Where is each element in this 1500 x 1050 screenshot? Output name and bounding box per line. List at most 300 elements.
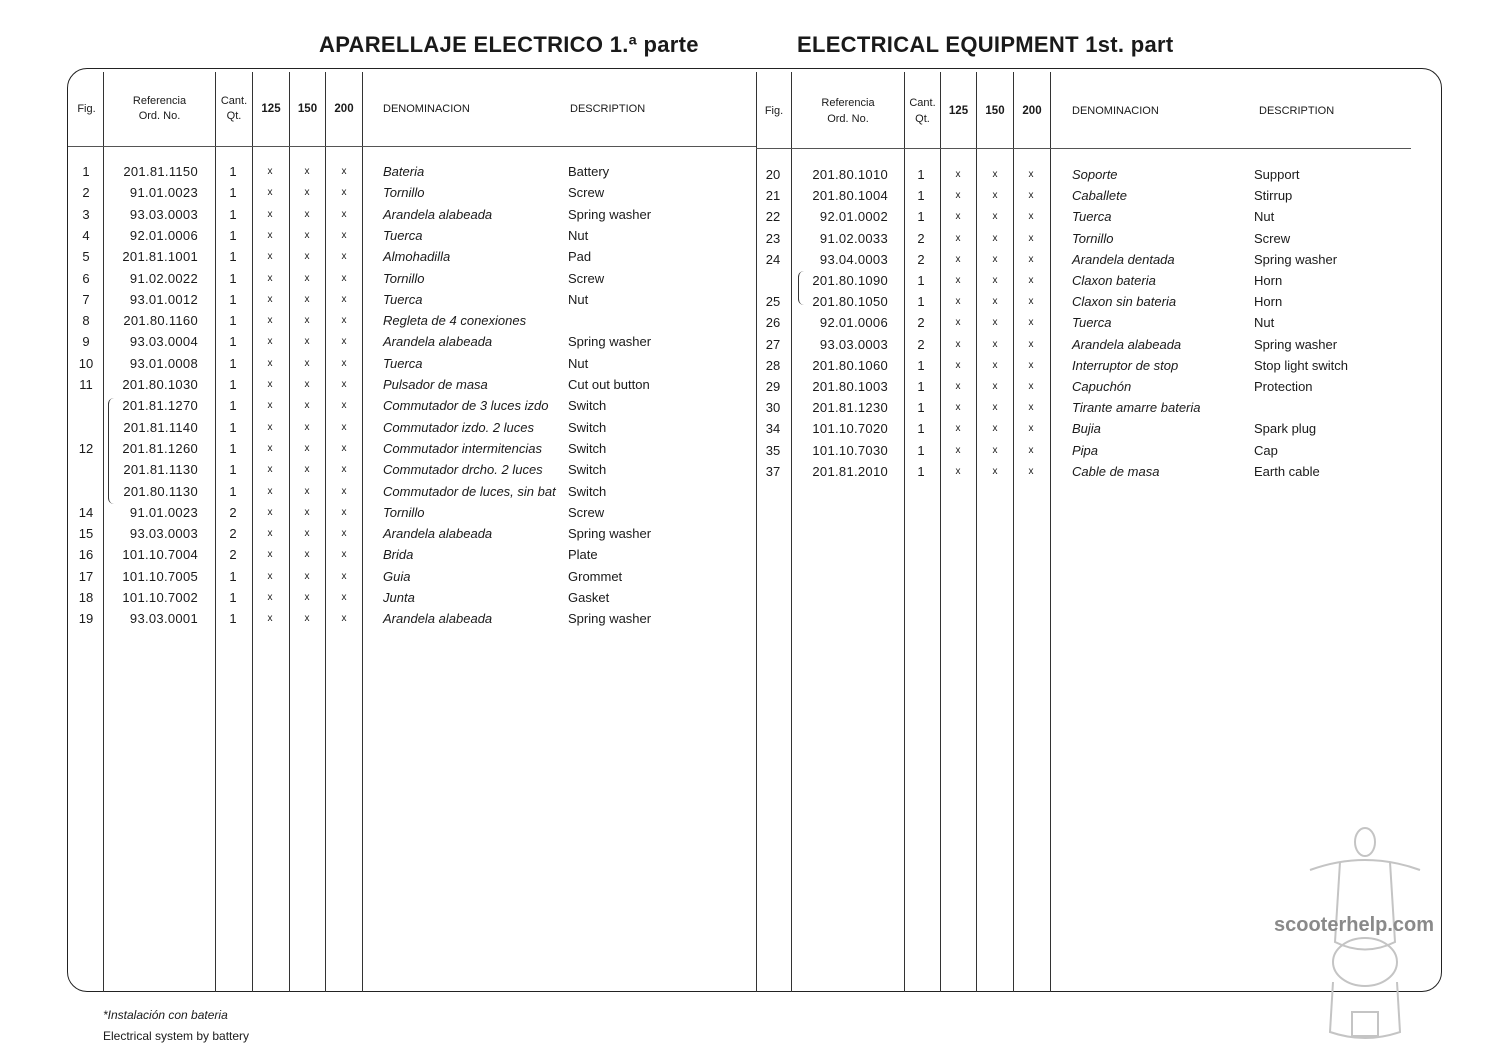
model-150-mark: x — [992, 381, 998, 392]
part-reference-number: 201.80.1030 — [122, 377, 198, 392]
part-fig-number: 9 — [82, 334, 90, 350]
part-fig-number: 28 — [765, 357, 781, 373]
part-quantity: 1 — [917, 400, 925, 416]
model-200-mark: x — [1028, 465, 1034, 477]
part-name-english: Spring washer — [1254, 336, 1338, 352]
part-reference-number: 201.80.1090 — [812, 273, 888, 288]
model-200-mark: x — [341, 464, 347, 476]
part-name-spanish: Pulsador de masa — [383, 377, 488, 392]
part-name-spanish: Soporte — [1072, 167, 1118, 182]
part-name-english: Nut — [1254, 209, 1275, 225]
part-quantity: 1 — [229, 568, 237, 584]
header-qty-line2: Qt. — [226, 110, 242, 122]
part-name-english: Earth cable — [1254, 463, 1320, 479]
column-divider — [756, 72, 757, 992]
header-model-150: 150 — [985, 105, 1005, 117]
model-200-mark: x — [341, 357, 347, 369]
part-reference-number: 101.10.7004 — [122, 547, 198, 563]
part-quantity: 2 — [917, 336, 925, 352]
model-125-mark: x — [955, 359, 961, 371]
part-reference-number: 201.81.1140 — [123, 419, 198, 435]
model-150-mark: x — [992, 423, 998, 435]
header-description: DESCRIPTION — [1259, 105, 1335, 117]
part-name-english: Cap — [1254, 442, 1278, 458]
part-name-english: Switch — [568, 483, 607, 499]
model-150-mark: x — [992, 402, 998, 414]
model-150-mark: x — [304, 187, 310, 199]
column-divider — [976, 72, 977, 992]
model-125-mark: x — [955, 444, 961, 456]
model-150-mark: x — [304, 229, 310, 241]
model-200-mark: x — [341, 229, 347, 241]
model-150-mark: x — [992, 211, 998, 223]
part-fig-number: 18 — [78, 590, 94, 605]
model-150-mark: x — [992, 169, 998, 180]
model-150-mark: x — [304, 421, 310, 433]
header-ref-line1: Referencia — [132, 95, 187, 107]
part-name-english: Horn — [1254, 294, 1283, 310]
part-reference-number: 92.01.0006 — [819, 315, 888, 331]
model-125-mark: x — [955, 381, 961, 392]
part-name-spanish: Bateria — [383, 164, 425, 179]
header-rule — [756, 148, 1411, 149]
column-divider — [904, 72, 905, 992]
part-name-spanish: Guia — [383, 568, 411, 584]
model-150-mark: x — [992, 317, 998, 329]
model-150-mark: x — [304, 272, 310, 284]
group-brace-fig-25 — [798, 271, 805, 305]
column-divider — [940, 72, 941, 992]
part-name-spanish: Commutador de 3 luces izdo — [383, 398, 549, 414]
part-fig-number: 21 — [765, 188, 781, 204]
page-title-spanish: APARELLAJE ELECTRICO 1.ª parte — [319, 32, 699, 57]
part-name-english: Spring washer — [568, 526, 652, 542]
part-quantity: 1 — [229, 440, 237, 456]
model-200-mark: x — [341, 336, 347, 348]
part-reference-number: 93.03.0003 — [129, 526, 198, 542]
model-200-mark: x — [1028, 444, 1034, 456]
column-divider — [1013, 72, 1014, 992]
part-name-spanish: Claxon bateria — [1072, 273, 1156, 288]
model-150-mark: x — [304, 357, 310, 369]
model-200-mark: x — [341, 485, 347, 497]
part-name-spanish: Bujia — [1072, 421, 1101, 437]
part-quantity: 1 — [917, 442, 925, 458]
model-125-mark: x — [267, 464, 273, 476]
model-150-mark: x — [304, 613, 310, 625]
part-quantity: 1 — [229, 206, 237, 222]
part-reference-number: 201.81.1230 — [812, 400, 888, 416]
part-fig-number: 5 — [82, 249, 90, 265]
model-125-mark: x — [955, 317, 961, 329]
part-reference-number: 201.81.1130 — [123, 462, 198, 478]
part-name-english: Spring washer — [568, 334, 652, 350]
part-reference-number: 91.01.0023 — [129, 504, 198, 520]
model-200-mark: x — [341, 251, 347, 263]
model-125-mark: x — [267, 187, 273, 199]
part-fig-number: 12 — [78, 440, 94, 456]
site-watermark: scooterhelp.com — [1274, 914, 1435, 936]
model-150-mark: x — [304, 570, 310, 582]
model-125-mark: x — [267, 315, 273, 327]
part-name-english: Grommet — [568, 568, 623, 584]
column-divider — [325, 72, 326, 992]
model-125-mark: x — [267, 379, 273, 390]
part-name-english: Spring washer — [568, 206, 652, 222]
model-200-mark: x — [1028, 338, 1034, 350]
model-125-mark: x — [267, 592, 273, 603]
header-model-150: 150 — [297, 103, 318, 115]
part-quantity: 2 — [917, 251, 925, 267]
part-quantity: 1 — [917, 167, 925, 182]
part-name-spanish: Junta — [383, 590, 415, 605]
part-name-english: Spring washer — [568, 611, 652, 627]
part-name-spanish: Caballete — [1072, 188, 1127, 204]
model-200-mark: x — [1028, 359, 1034, 371]
part-name-english: Screw — [568, 185, 605, 201]
model-200-mark: x — [341, 613, 347, 625]
header-qty-line2: Qt. — [915, 113, 930, 125]
model-200-mark: x — [341, 421, 347, 433]
model-200-mark: x — [341, 592, 347, 603]
part-name-english: Nut — [568, 227, 589, 243]
model-125-mark: x — [955, 338, 961, 350]
model-150-mark: x — [304, 315, 310, 327]
model-125-mark: x — [955, 232, 961, 244]
model-125-mark: x — [955, 296, 961, 308]
model-200-mark: x — [1028, 402, 1034, 414]
part-quantity: 1 — [229, 185, 237, 201]
header-fig: Fig. — [764, 105, 784, 117]
model-125-mark: x — [267, 570, 273, 582]
header-qty-line1: Cant. — [909, 97, 936, 109]
model-200-mark: x — [1028, 169, 1034, 180]
header-fig: Fig. — [77, 103, 96, 115]
part-name-spanish: Almohadilla — [383, 249, 451, 265]
part-name-spanish: Regleta de 4 conexiones — [383, 313, 527, 329]
part-reference-number: 92.01.0002 — [819, 209, 888, 225]
part-quantity: 1 — [917, 379, 925, 394]
model-150-mark: x — [304, 251, 310, 263]
part-reference-number: 201.80.1130 — [123, 483, 198, 499]
model-150-mark: x — [992, 190, 998, 202]
part-fig-number: 23 — [765, 230, 781, 246]
part-name-spanish: Brida — [383, 547, 414, 563]
part-name-spanish: Tuerca — [1072, 209, 1112, 225]
part-name-spanish: Arandela alabeada — [383, 334, 493, 350]
part-quantity: 2 — [229, 547, 237, 563]
part-reference-number: 101.10.7030 — [812, 442, 888, 458]
part-quantity: 1 — [229, 483, 237, 499]
model-150-mark: x — [992, 338, 998, 350]
model-125-mark: x — [267, 336, 273, 348]
part-name-english: Protection — [1254, 379, 1313, 394]
part-name-english: Screw — [1254, 230, 1291, 246]
header-qty-line1: Cant. — [220, 95, 248, 107]
part-fig-number: 37 — [765, 463, 781, 479]
header-denominacion: DENOMINACION — [1072, 105, 1159, 117]
header-model-125: 125 — [948, 105, 969, 117]
part-name-english: Switch — [568, 440, 607, 456]
model-200-mark: x — [341, 187, 347, 199]
part-quantity: 1 — [917, 188, 925, 204]
part-quantity: 1 — [917, 294, 925, 310]
model-125-mark: x — [267, 506, 273, 518]
part-name-spanish: Commutador intermitencias — [383, 440, 542, 456]
model-150-mark: x — [304, 379, 310, 390]
part-name-spanish: Arandela alabeada — [383, 206, 493, 222]
part-name-english: Plate — [568, 547, 598, 563]
part-name-english: Screw — [568, 270, 605, 286]
model-200-mark: x — [341, 528, 347, 540]
model-200-mark: x — [1028, 211, 1034, 223]
part-name-spanish: Commutador izdo. 2 luces — [383, 419, 535, 435]
part-fig-number: 24 — [765, 251, 781, 267]
part-reference-number: 201.81.1001 — [122, 249, 198, 265]
part-quantity: 2 — [229, 526, 237, 542]
model-150-mark: x — [992, 465, 998, 477]
model-150-mark: x — [304, 166, 310, 177]
header-ref-line1: Referencia — [821, 97, 875, 109]
model-125-mark: x — [267, 272, 273, 284]
part-quantity: 1 — [229, 291, 237, 307]
part-fig-number: 29 — [765, 379, 781, 394]
part-name-english: Spark plug — [1254, 421, 1317, 437]
header-description: DESCRIPTION — [570, 103, 646, 115]
part-name-spanish: Commutador drcho. 2 luces — [383, 462, 543, 478]
model-200-mark: x — [1028, 296, 1034, 308]
part-quantity: 1 — [229, 590, 237, 605]
part-fig-number: 35 — [765, 442, 781, 458]
part-name-spanish: Capuchón — [1072, 379, 1132, 394]
part-name-spanish: Tuerca — [1072, 315, 1112, 331]
part-reference-number: 201.80.1060 — [812, 357, 888, 373]
part-name-spanish: Claxon sin bateria — [1072, 294, 1177, 310]
model-125-mark: x — [955, 275, 961, 286]
model-125-mark: x — [267, 208, 273, 220]
header-denominacion: DENOMINACION — [383, 103, 470, 115]
part-quantity: 1 — [229, 334, 237, 350]
part-name-english: Nut — [568, 291, 589, 307]
part-fig-number: 10 — [78, 355, 94, 371]
model-150-mark: x — [304, 506, 310, 518]
model-150-mark: x — [304, 293, 310, 305]
part-fig-number: 2 — [82, 185, 90, 201]
part-name-spanish: Cable de masa — [1072, 463, 1160, 479]
part-name-english: Stop light switch — [1254, 357, 1348, 373]
part-quantity: 1 — [229, 462, 237, 478]
part-name-spanish: Interruptor de stop — [1072, 357, 1179, 373]
part-quantity: 1 — [917, 273, 925, 288]
part-name-spanish: Tornillo — [383, 185, 425, 201]
part-fig-number: 34 — [765, 421, 781, 437]
model-200-mark: x — [341, 549, 347, 561]
model-125-mark: x — [267, 293, 273, 305]
model-150-mark: x — [304, 592, 310, 603]
model-125-mark: x — [267, 485, 273, 497]
model-125-mark: x — [955, 190, 961, 202]
part-quantity: 1 — [229, 249, 237, 265]
model-150-mark: x — [992, 253, 998, 265]
part-fig-number: 11 — [79, 377, 93, 392]
part-fig-number: 6 — [82, 270, 90, 286]
part-reference-number: 91.02.0033 — [819, 230, 888, 246]
part-name-english: Switch — [568, 398, 607, 414]
part-reference-number: 201.80.1003 — [812, 379, 888, 394]
part-name-spanish: Tirante amarre bateria — [1072, 400, 1201, 416]
part-name-english: Screw — [568, 504, 605, 520]
part-reference-number: 101.10.7005 — [122, 568, 198, 584]
model-150-mark: x — [304, 528, 310, 540]
part-reference-number: 101.10.7020 — [812, 421, 888, 437]
part-reference-number: 201.81.1150 — [123, 164, 198, 179]
model-200-mark: x — [1028, 190, 1034, 202]
model-200-mark: x — [341, 315, 347, 327]
part-name-english: Nut — [568, 355, 589, 371]
model-150-mark: x — [304, 442, 310, 454]
model-150-mark: x — [304, 400, 310, 412]
model-200-mark: x — [341, 442, 347, 454]
part-quantity: 1 — [229, 419, 237, 435]
model-125-mark: x — [267, 442, 273, 454]
part-fig-number: 26 — [765, 315, 781, 331]
part-quantity: 1 — [229, 377, 237, 392]
column-divider — [362, 72, 363, 992]
part-quantity: 1 — [229, 164, 237, 179]
part-reference-number: 201.80.1010 — [812, 167, 888, 182]
model-125-mark: x — [267, 528, 273, 540]
model-125-mark: x — [267, 229, 273, 241]
part-name-spanish: Tornillo — [383, 270, 425, 286]
part-quantity: 1 — [229, 398, 237, 414]
part-fig-number: 3 — [82, 206, 90, 222]
model-125-mark: x — [267, 421, 273, 433]
model-125-mark: x — [955, 465, 961, 477]
part-fig-number: 22 — [765, 209, 781, 225]
column-divider — [252, 72, 253, 992]
part-reference-number: 93.03.0001 — [129, 611, 198, 627]
part-reference-number: 93.03.0003 — [129, 206, 198, 222]
part-reference-number: 93.03.0003 — [819, 336, 888, 352]
header-model-200: 200 — [1022, 105, 1042, 117]
part-name-english: Pad — [568, 249, 592, 265]
header-model-125: 125 — [261, 103, 281, 115]
part-name-spanish: Arandela alabeada — [1072, 336, 1182, 352]
part-fig-number: 19 — [78, 611, 94, 627]
model-150-mark: x — [992, 444, 998, 456]
part-reference-number: 92.01.0006 — [129, 227, 198, 243]
model-200-mark: x — [341, 272, 347, 284]
part-name-english: Switch — [568, 419, 607, 435]
part-name-spanish: Tuerca — [383, 355, 423, 371]
part-fig-number: 27 — [765, 336, 781, 352]
model-150-mark: x — [304, 336, 310, 348]
model-200-mark: x — [341, 400, 347, 412]
part-name-spanish: Arandela alabeada — [383, 611, 493, 627]
header-ref-line2: Ord. No. — [827, 113, 869, 125]
model-200-mark: x — [1028, 253, 1034, 265]
part-reference-number: 201.81.1260 — [122, 440, 198, 456]
column-divider — [1050, 72, 1051, 992]
part-reference-number: 93.03.0004 — [129, 334, 198, 350]
part-quantity: 1 — [229, 313, 237, 329]
part-fig-number: 17 — [78, 568, 94, 584]
part-name-english: Horn — [1254, 273, 1283, 288]
part-quantity: 1 — [229, 227, 237, 243]
part-name-english: Gasket — [568, 590, 610, 605]
model-150-mark: x — [304, 464, 310, 476]
column-divider — [215, 72, 216, 992]
footnote-english: Electrical system by battery — [103, 1029, 250, 1043]
part-fig-number: 4 — [82, 227, 90, 243]
model-200-mark: x — [1028, 423, 1034, 435]
part-quantity: 1 — [229, 355, 237, 371]
part-name-english: Spring washer — [1254, 251, 1338, 267]
model-150-mark: x — [992, 275, 998, 286]
header-ref-line2: Ord. No. — [138, 110, 181, 122]
part-reference-number: 91.02.0022 — [129, 270, 198, 286]
part-reference-number: 93.04.0003 — [819, 251, 888, 267]
part-name-spanish: Tuerca — [383, 291, 423, 307]
column-divider — [289, 72, 290, 992]
part-quantity: 2 — [917, 230, 925, 246]
page-title-english: ELECTRICAL EQUIPMENT 1st. part — [797, 32, 1174, 57]
header-model-200: 200 — [334, 103, 354, 115]
part-quantity: 1 — [917, 421, 925, 437]
part-reference-number: 93.01.0012 — [129, 291, 198, 307]
model-200-mark: x — [341, 166, 347, 177]
model-125-mark: x — [955, 211, 961, 223]
part-quantity: 2 — [917, 315, 925, 331]
part-name-english: Support — [1254, 167, 1300, 182]
part-name-spanish: Commutador de luces, sin bat — [383, 483, 556, 499]
group-brace-fig-12 — [108, 398, 115, 504]
part-reference-number: 201.80.1004 — [812, 188, 888, 204]
part-quantity: 1 — [229, 611, 237, 627]
model-125-mark: x — [955, 253, 961, 265]
part-name-spanish: Tuerca — [383, 227, 423, 243]
part-name-spanish: Tornillo — [1072, 230, 1114, 246]
model-200-mark: x — [341, 506, 347, 518]
model-150-mark: x — [992, 296, 998, 308]
model-200-mark: x — [341, 570, 347, 582]
part-name-spanish: Pipa — [1072, 442, 1099, 458]
part-fig-number: 15 — [78, 526, 94, 542]
model-125-mark: x — [267, 400, 273, 412]
model-125-mark: x — [267, 166, 273, 177]
part-name-english: Cut out button — [568, 377, 650, 392]
part-fig-number: 8 — [82, 313, 90, 329]
model-150-mark: x — [992, 232, 998, 244]
part-quantity: 2 — [229, 504, 237, 520]
part-name-english: Battery — [568, 164, 610, 179]
model-150-mark: x — [992, 359, 998, 371]
part-quantity: 1 — [229, 270, 237, 286]
model-125-mark: x — [955, 423, 961, 435]
model-200-mark: x — [341, 293, 347, 305]
part-name-english: Nut — [1254, 315, 1275, 331]
model-200-mark: x — [1028, 381, 1034, 392]
part-name-spanish: Tornillo — [383, 504, 425, 520]
part-quantity: 1 — [917, 463, 925, 479]
model-125-mark: x — [267, 357, 273, 369]
model-125-mark: x — [267, 613, 273, 625]
part-fig-number: 20 — [765, 167, 781, 182]
model-200-mark: x — [341, 208, 347, 220]
model-150-mark: x — [304, 208, 310, 220]
part-reference-number: 201.81.2010 — [812, 463, 888, 479]
model-200-mark: x — [1028, 232, 1034, 244]
